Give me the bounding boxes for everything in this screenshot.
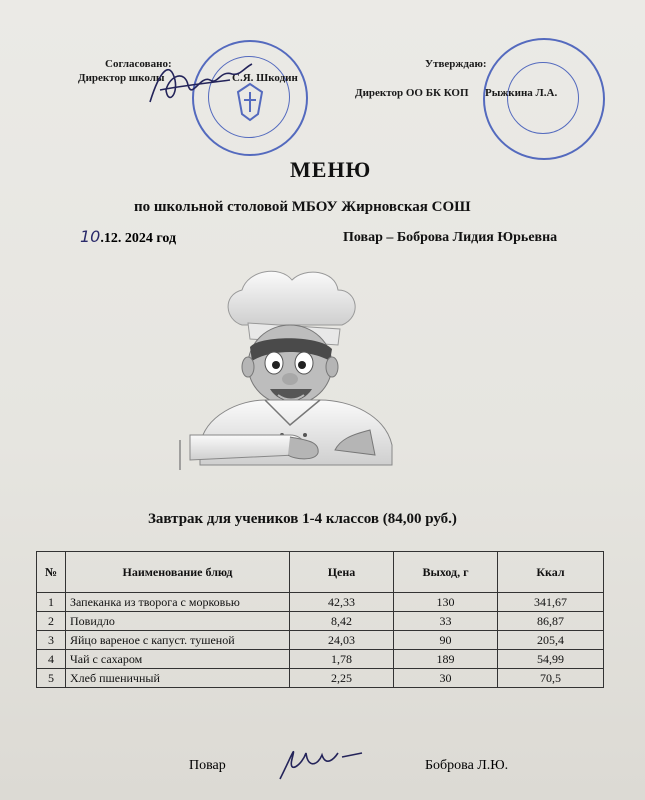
row-dish: Яйцо вареное с капуст. тушеной: [66, 631, 290, 650]
row-dish: Запеканка из творога с морковью: [66, 593, 290, 612]
col-header-yield: Выход, г: [394, 552, 498, 593]
footer-name: Боброва Л.Ю.: [425, 758, 509, 773]
table-row: [37, 650, 604, 669]
date-text: .12. 2024 год: [100, 231, 177, 246]
col-header-price: Цена: [290, 552, 394, 593]
cook-line: Повар – Боброва Лидия Юрьевна: [343, 230, 558, 245]
row-kcal: 205,4: [498, 631, 604, 650]
row-dish: Хлеб пшеничный: [66, 669, 290, 688]
row-number: 2: [37, 612, 66, 631]
col-header-kcal: Ккал: [498, 552, 604, 593]
approval-left-name: С.Я. Шкодин: [232, 72, 298, 84]
row-price: 1,78: [290, 650, 394, 669]
page-subtitle: по школьной столовой МБОУ Жирновская СОШ: [134, 199, 471, 215]
row-kcal: 86,87: [498, 612, 604, 631]
date-line: [80, 227, 176, 247]
table-row: [37, 669, 604, 688]
approval-right-title: Утверждаю:: [425, 58, 487, 70]
approval-left-title: Согласовано:: [105, 58, 172, 70]
col-header-dish: Наименование блюд: [66, 552, 290, 593]
table-header-row: [37, 552, 604, 593]
right-stamp-icon: [483, 38, 605, 160]
row-dish: Повидло: [66, 612, 290, 631]
row-kcal: 54,99: [498, 650, 604, 669]
approval-right-role: Директор ОО БК КОП: [355, 87, 469, 99]
menu-table: [36, 551, 604, 688]
row-yield: 189: [394, 650, 498, 669]
footer-label: Повар: [189, 758, 226, 773]
row-price: 8,42: [290, 612, 394, 631]
row-number: 4: [37, 650, 66, 669]
page-title: МЕНЮ: [290, 157, 372, 182]
row-price: 42,33: [290, 593, 394, 612]
row-price: 2,25: [290, 669, 394, 688]
table-row: [37, 631, 604, 650]
chef-illustration-icon: [170, 265, 420, 475]
table-row: [37, 612, 604, 631]
row-kcal: 341,67: [498, 593, 604, 612]
footer-signature-icon: [262, 735, 372, 785]
row-price: 24,03: [290, 631, 394, 650]
row-kcal: 70,5: [498, 669, 604, 688]
row-number: 5: [37, 669, 66, 688]
row-yield: 130: [394, 593, 498, 612]
row-number: 1: [37, 593, 66, 612]
col-header-number: №: [37, 552, 66, 593]
table-row: [37, 593, 604, 612]
row-yield: 33: [394, 612, 498, 631]
row-number: 3: [37, 631, 66, 650]
approval-right-name: Рыжкина Л.А.: [485, 87, 558, 99]
meal-title: Завтрак для учеников 1-4 классов (84,00 руб.): [148, 511, 457, 527]
row-yield: 90: [394, 631, 498, 650]
row-dish: Чай с сахаром: [66, 650, 290, 669]
approval-left-role: Директор школы: [78, 72, 165, 84]
left-signature-icon: [140, 50, 260, 120]
row-yield: 30: [394, 669, 498, 688]
date-handwritten: 10: [80, 227, 101, 246]
